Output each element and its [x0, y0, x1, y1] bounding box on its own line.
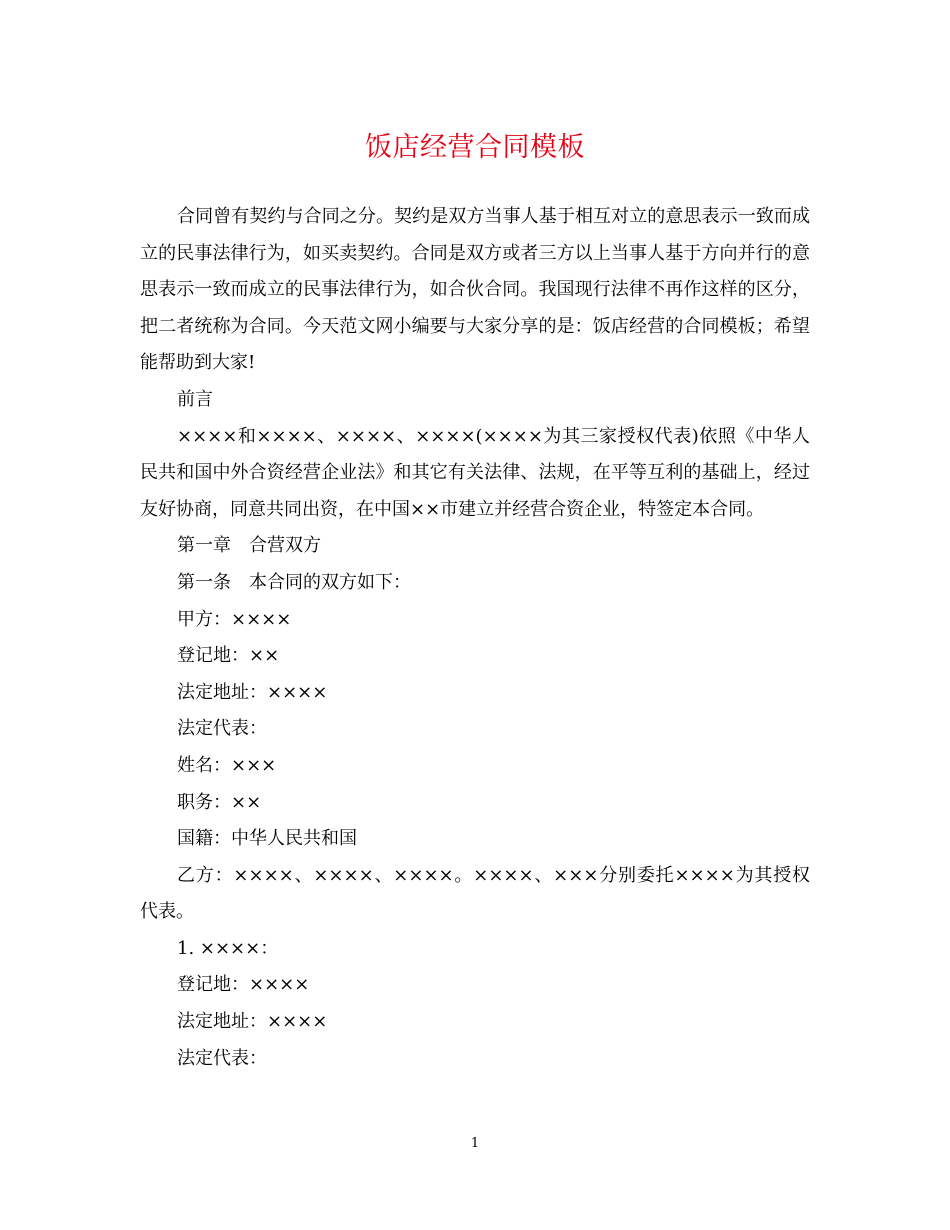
party-a-registration: 登记地：××: [177, 645, 280, 667]
party-b-address: 法定地址：××××: [177, 1011, 328, 1033]
party-a-nationality: 国籍：中华人民共和国: [177, 828, 357, 850]
preface-heading: 前言: [177, 388, 213, 410]
chapter-heading: 第一章 合营双方: [177, 535, 321, 557]
party-a-line: 甲方：××××: [177, 608, 292, 630]
party-a-address: 法定地址：××××: [177, 681, 328, 703]
party-a-name: 姓名：×××: [177, 754, 277, 776]
party-b-registration: 登记地：××××: [177, 974, 310, 996]
page-number: 1: [470, 1136, 480, 1151]
preface-paragraph: ××××和××××、××××、××××(××××为其三家授权代表)依照《中华人民共和国中外合资经营企业法》和其它有关法律、法规，在平等互利的基础上，经过友好协商，同意共同出资，在中国××市建立并经营合资企业，特签定本合同。: [140, 425, 810, 520]
party-a-representative-label: 法定代表：: [177, 718, 267, 740]
party-a-position: 职务：××: [177, 791, 262, 813]
party-b-item-1: 1. ××××：: [177, 937, 279, 959]
document-title: 饭店经营合同模板: [365, 132, 585, 163]
article-heading: 第一条 本合同的双方如下：: [177, 571, 411, 593]
party-b-line: 乙方：××××、××××、××××。××××、×××分别委托××××为其授权代表。: [140, 864, 810, 923]
document-body: [140, 199, 810, 1077]
party-b-representative-label: 法定代表：: [177, 1047, 267, 1069]
intro-paragraph: 合同曾有契约与合同之分。契约是双方当事人基于相互对立的意思表示一致而成立的民事法律行为，如买卖契约。合同是双方或者三方以上当事人基于方向并行的意思表示一致而成立的民事法律行为，如合伙合同。我国现行法律不再作这样的区分，把二者统称为合同。今天范文网小编要与大家分享的是：饭店经营的合同模板；希望能帮助到大家!: [140, 206, 810, 374]
